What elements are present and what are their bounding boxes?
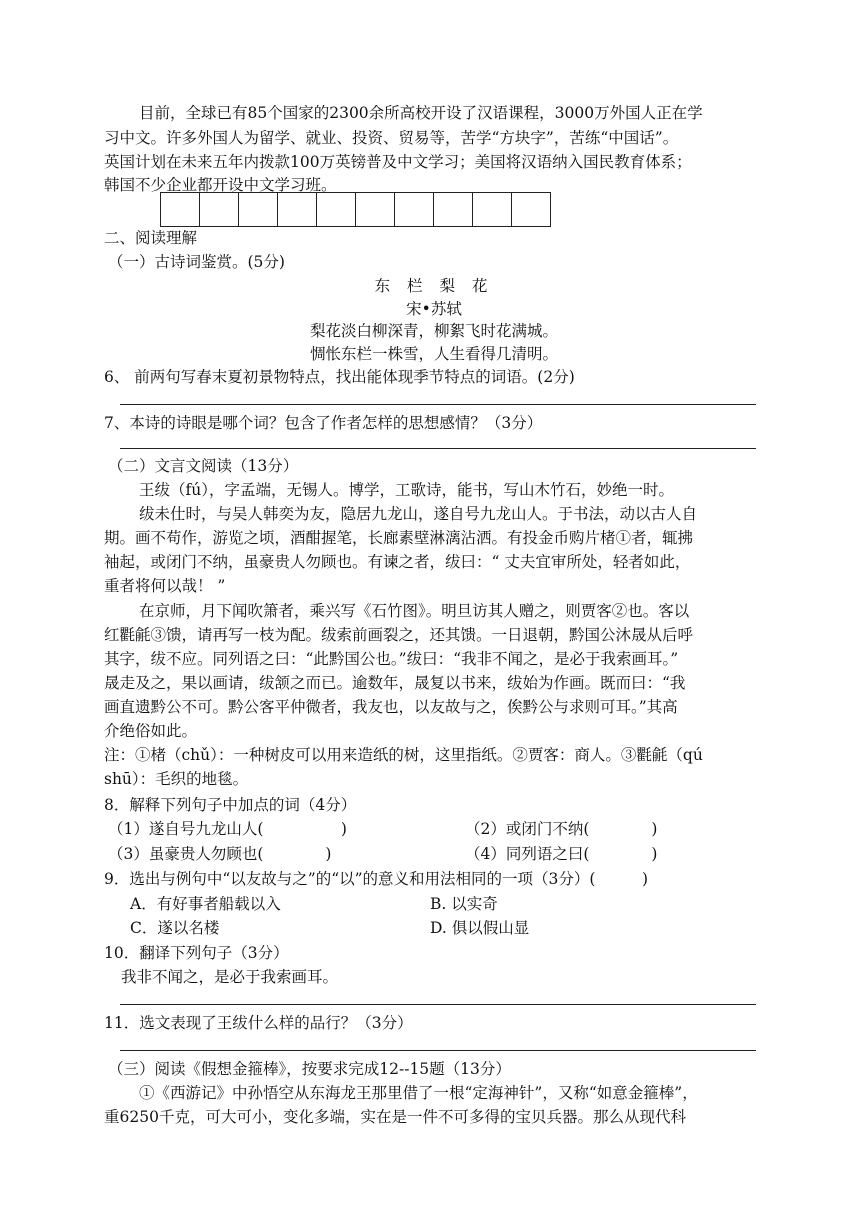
poem-title: 东 栏 梨 花 xyxy=(374,277,494,295)
answer-line[interactable] xyxy=(120,448,756,449)
answer-line[interactable] xyxy=(120,404,756,405)
passage-line: 晟走及之，果以画请，绂颔之而已。逾数年，晟复以书来，绂始为作画。既而曰：“我 xyxy=(104,674,686,692)
passage-line: 画直遗黔公不可。黔公客平仲微者，我友也，以友故与之，俟黔公与求则可耳。”其高 xyxy=(104,698,678,716)
question-6: 6、 前两句写春末夏初景物特点，找出能体现季节特点的词语。(2分) xyxy=(104,368,575,386)
intro-line: 英国计划在未来五年内拨款100万英镑普及中文学习；美国将汉语纳入国民教育体系； xyxy=(104,153,692,171)
part-heading: （二）文言文阅读（13分） xyxy=(108,457,299,475)
q8-item: （2）或闭门不纳( ) xyxy=(465,820,658,838)
translate-sentence: 我非不闻之，是必于我索画耳。 xyxy=(121,968,339,986)
answer-cell[interactable] xyxy=(473,193,512,226)
answer-cell[interactable] xyxy=(278,193,317,226)
intro-line: 韩国不少企业都开设中文学习班。 xyxy=(104,176,337,194)
part-heading: （三）阅读《假想金箍棒》，按要求完成12--15题（13分） xyxy=(108,1060,511,1078)
passage-line: 红氍毹③馈，请再写一枝为配。绂索前画裂之，还其馈。一日退朝，黔国公沐晟从后呼 xyxy=(104,626,694,644)
notes-line: shū）：毛织的地毯。 xyxy=(104,770,249,788)
passage-line: 王绂（fú），字孟端，无锡人。博学，工歌诗，能书，写山木竹石，妙绝一时。 xyxy=(139,481,674,499)
passage-line: ①《西游记》中孙悟空从东海龙王那里借了一根“定海神针”，又称“如意金箍棒”， xyxy=(139,1084,698,1102)
answer-line[interactable] xyxy=(120,1004,756,1005)
poem-line: 惆怅东栏一株雪，人生看得几清明。 xyxy=(309,345,558,363)
passage-line: 重者将何以哉！ ” xyxy=(104,577,226,595)
question-9: 9．选出与例句中“以友故与之”的“以”的意义和用法相同的一项（3分）( ) xyxy=(104,870,649,888)
q9-option-a[interactable]: A．有好事者船载以入 xyxy=(130,895,281,913)
passage-line: 其字，绂不应。同列语之曰：“此黔国公也。”绂曰：“我非不闻之，是必于我索画耳。” xyxy=(104,650,679,668)
passage-line: 袖起，或闭门不纳，虽豪贵人勿顾也。有谏之者，绂曰：“ 丈夫宜审所处，轻者如此， xyxy=(104,553,691,571)
q8-item: （1）遂自号九龙山人( ) xyxy=(108,820,347,838)
answer-cell[interactable] xyxy=(395,193,434,226)
question-10: 10．翻译下列句子（3分） xyxy=(104,944,289,962)
passage-line: 重6250千克，可大可小，变化多端，实在是一件不可多得的宝贝兵器。那么从现代科 xyxy=(104,1108,686,1126)
passage-line: 绂未仕时，与吴人韩奕为友，隐居九龙山，遂自号九龙山人。于书法，动以古人自 xyxy=(139,505,698,523)
answer-cell[interactable] xyxy=(512,193,550,226)
intro-line: 习中文。许多外国人为留学、就业、投资、贸易等，苦学“方块字”，苦练“中国话”。 xyxy=(104,129,679,147)
intro-line: 目前，全球已有85个国家的2300余所高校开设了汉语课程，3000万外国人正在学 xyxy=(139,104,703,122)
answer-cell[interactable] xyxy=(161,193,200,226)
q9-option-d[interactable]: D. 俱以假山显 xyxy=(430,919,530,937)
answer-cell[interactable] xyxy=(200,193,239,226)
q8-item: （4）同列语之曰( ) xyxy=(465,845,658,863)
passage-line: 期。画不苟作，游览之顷，酒酣握笔，长廊素壁淋漓沾洒。有投金币购片楮①者，辄拂 xyxy=(104,529,694,547)
answer-grid[interactable] xyxy=(160,192,551,227)
question-11: 11．选文表现了王绂什么样的品行？（3分） xyxy=(104,1014,413,1032)
passage-line: 在京师，月下闻吹箫者，乘兴写《石竹图》。明旦访其人赠之，则贾客②也。客以 xyxy=(139,602,690,620)
notes-line: 注：①楮（chǔ）：一种树皮可以用来造纸的树，这里指纸。②贾客：商人。③氍毹（qú xyxy=(104,746,703,764)
poem-author: 宋•苏轼 xyxy=(406,300,462,318)
q9-option-c[interactable]: C．遂以名楼 xyxy=(130,919,220,937)
answer-line[interactable] xyxy=(120,1050,756,1051)
passage-line: 介绝俗如此。 xyxy=(104,722,198,740)
section-heading: 二、阅读理解 xyxy=(104,229,198,247)
poem-line: 梨花淡白柳深青，柳絮飞时花满城。 xyxy=(309,322,558,340)
q8-item: （3）虽豪贵人勿顾也( ) xyxy=(108,845,332,863)
answer-cell[interactable] xyxy=(434,193,473,226)
question-7: 7、本诗的诗眼是哪个词？包含了作者怎样的思想感情？（3分） xyxy=(104,414,543,432)
part-heading: （一）古诗词鉴赏。(5分) xyxy=(108,253,285,271)
question-8: 8．解释下列句子中加点的词（4分） xyxy=(104,796,357,814)
answer-cell[interactable] xyxy=(239,193,278,226)
answer-cell[interactable] xyxy=(317,193,356,226)
answer-cell[interactable] xyxy=(356,193,395,226)
q9-option-b[interactable]: B. 以实奇 xyxy=(430,895,498,913)
